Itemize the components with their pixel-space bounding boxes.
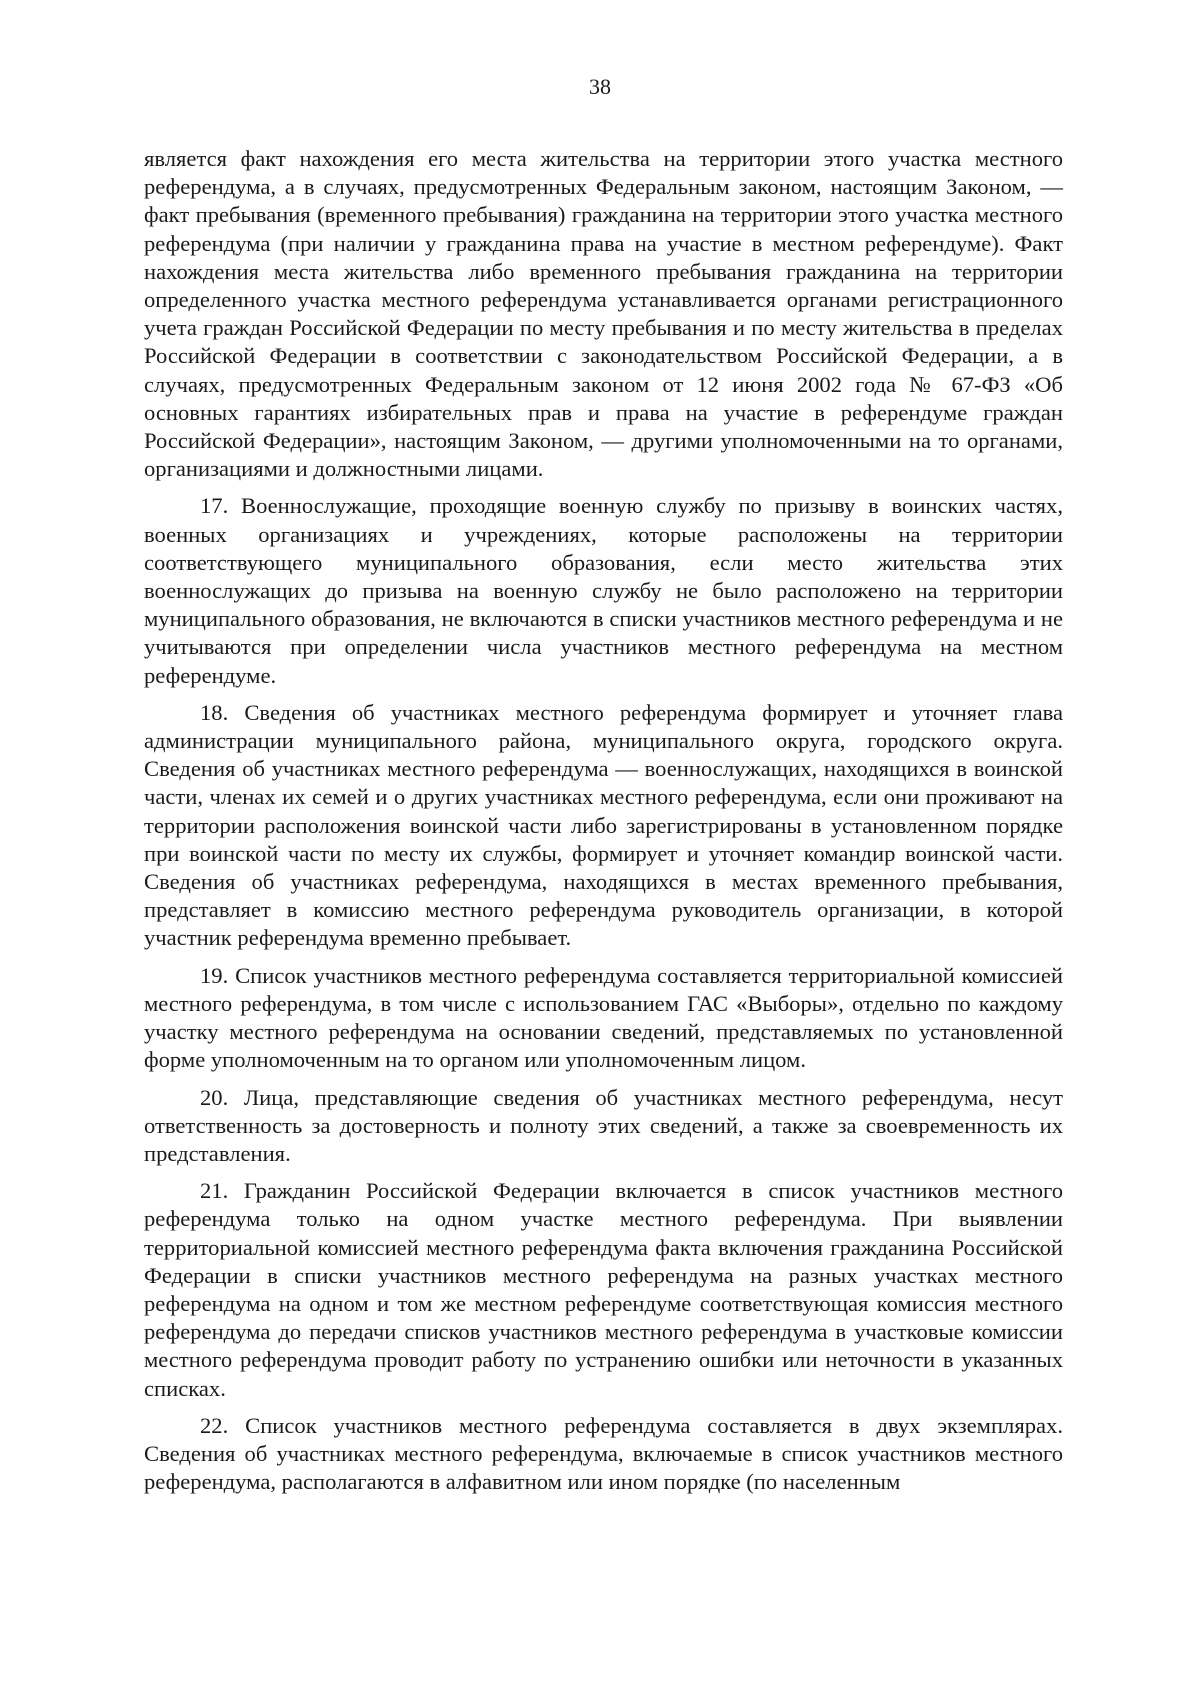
paragraph-item-19: 19. Список участников местного референдума составляется территориальной комиссией местного референдума, в том числе с использованием ГАС «Выборы», отдельно по каждому участку местного референдума на основании сведений, представляемых по установленной форме уполномоченным на то органом или уполномоченным лицом. <box>144 962 1063 1073</box>
paragraph-item-18: 18. Сведения об участниках местного референдума формирует и уточняет глава администрации муниципального района, муниципального округа, городского округа. Сведения об участниках местного референдума — военнослужащих, находящихся в воинской части, членах их семей и о других участниках местного референдума, если они проживают на территории расположения воинской части либо зарегистрированы в установленном порядке при воинской части по месту их службы, формирует и уточняет командир воинской части. Сведения об участниках референдума, находящихся в местах временного пребывания, представляет в комиссию местного референдума руководитель организации, в которой участник референдума временно пребывает. <box>144 699 1063 951</box>
paragraph-item-17: 17. Военнослужащие, проходящие военную службу по призыву в воинских частях, военных организациях и учреждениях, которые расположены на территории соответствующего муниципального образования, если место жительства этих военнослужащих до призыва на военную службу не было расположено на территории муниципального образования, не включаются в списки участников местного референдума и не учитываются при определении числа участников местного референдума на местном референдуме. <box>144 493 1063 688</box>
document-body <box>144 145 1063 1505</box>
paragraph-item-21: 21. Гражданин Российской Федерации включается в список участников местного референдума только на одном участке местного референдума. При выявлении территориальной комиссией местного референдума факта включения гражданина Российской Федерации в списки участников местного референдума на разных участках местного референдума на одном и том же местном референдуме соответствующая комиссия местного референдума до передачи списков участников местного референдума в участковые комиссии местного референдума проводит работу по устранению ошибки или неточности в указанных списках. <box>144 1178 1063 1401</box>
paragraph-item-20: 20. Лица, представляющие сведения об участниках местного референдума, несут ответственность за достоверность и полноту этих сведений, а также за своевременность их представления. <box>144 1084 1063 1166</box>
page-number: 38 <box>589 74 611 99</box>
paragraph-continuation: является факт нахождения его места жительства на территории этого участка местного референдума, а в случаях, предусмотренных Федеральным законом, настоящим Законом, — факт пребывания (временного пребывания) гражданина на территории этого участка местного референдума (при наличии у гражданина права на участие в местном референдуме). Факт нахождения места жительства либо временного пребывания гражданина на территории определенного участка местного референдума устанавливается органами регистрационного учета граждан Российской Федерации по месту пребывания и по месту жительства в пределах Российской Федерации в соответствии с законодательством Российской Федерации, а в случаях, предусмотренных Федеральным законом от 12 июня 2002 года № 67-ФЗ «Об основных гарантиях избирательных прав и права на участие в референдуме граждан Российской Федерации», настоящим Законом, — другими уполномоченными на то органами, организациями и должностными лицами. <box>144 146 1063 482</box>
paragraph-item-22: 22. Список участников местного референдума составляется в двух экземплярах. Сведения об участниках местного референдума, включаемые в список участников местного референдума, располагаются в алфавитном или ином порядке (по населенным <box>144 1412 1063 1495</box>
